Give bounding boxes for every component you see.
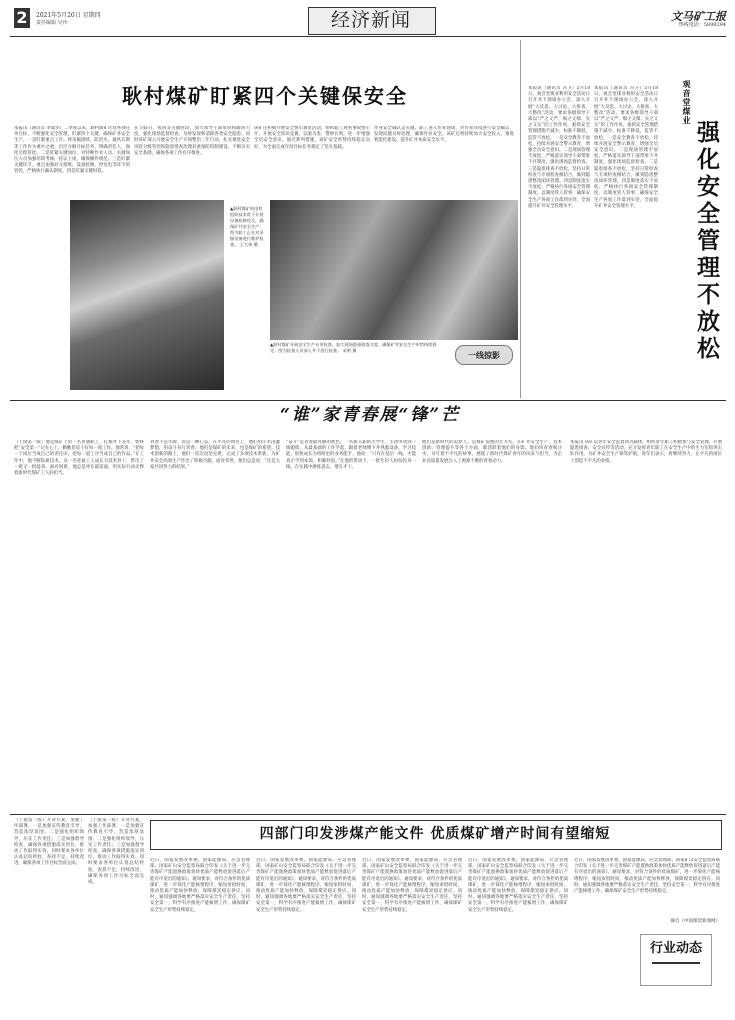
industry-tag-rule [652, 962, 700, 964]
editor-line: 责任编辑 吴珍 [36, 20, 68, 26]
photo-inspection [270, 200, 518, 340]
sidebar2-body-b: （上接第一版）开对方案，加强工作部署，一是加强宣传教育引导，营造浓厚氛围；二是强化组织领导，压实工作责任；三是加强督导检查，确保各项措施落实到位，推动工作取得实效。同时要求各单位认真总结经验，查找不足，持续改进，确保各项工作目标全面完成。 [88, 818, 144, 886]
hotline: 热线电话：5898294 [678, 22, 726, 28]
sidebar-tag: 观音堂煤业 [682, 80, 692, 125]
feature-col-3: “奋斗”是青春最亮丽的底色。一名新入职的大学生，主动申请到一线锻炼，从最基础的工作学起，跟着老师傅下井熟悉设备、学习技能，很快成长为班组里的业务能手。他说：“只有在基层一线，才能真正学到本领，积累经验。”在他的带动下，一批年轻人纷纷投身一线，在实践中磨炼意志、增长才干。 [286, 440, 416, 470]
policy-headline: 四部门印发涉煤产能文件 优质煤矿增产时间有望缩短 [259, 826, 611, 842]
photo-miners-repair [70, 200, 224, 390]
page-number: 2 [14, 8, 30, 28]
policy-col-1: 近日，国家发展改革委、国家能源局、应急管理部、国家矿山安全监察局联合印发《关于进一步完善煤矿产能置换政策加快优质产能释放促进落后产能有序退出的通知》。通知要求，对符合条件的优质煤矿，进一步简化产能核增程序，缩短审批时间，推动优质产能加快释放，保障煤炭稳定供应。同时，通知强调各地要严格落实安全生产责任，坚持安全第一，科学有序推进产能核增工作，确保煤矿安全生产形势持续稳定。 [150, 858, 250, 913]
policy-col-5: 近日，国家发展改革委、国家能源局、应急管理部、国家矿山安全监察局联合印发《关于进一步完善煤矿产能置换政策加快优质产能释放促进落后产能有序退出的通知》。通知要求，对符合条件的优质煤矿，进一步简化产能核增程序，缩短审批时间，推动优质产能加快释放，保障煤炭稳定供应。同时，通知强调各地要严格落实安全生产责任，坚持安全第一，科学有序推进产能核增工作，确保煤矿安全生产形势持续稳定。 [574, 858, 720, 895]
section-title: 经济新闻 [330, 9, 411, 31]
paper-name: 文马矿工报 [671, 10, 726, 23]
main-article-col-1: 本报讯（通讯员 李瑞华）二季度以来，耿村煤矿针对各项任务目标，不断强化安全管理，盯紧四个关键，确保矿井安全生产。一是盯紧重点工作。将采掘接续、防治水、通风瓦斯等工作作为重中之重，层层分解目标任务，明确责任人，强化过程管控。二是盯紧关键岗位。对特种作业人员、关键岗位人员加强培训考核，持证上岗，确保操作规范。三是盯紧关键环节。重点加强对交接班、设备检修、停送电等环节的管控，严格执行确认制度。四是盯紧关键时段。 [14, 126, 130, 175]
feature-col-4: 他们是新时代的追梦人，是煤矿发展的生力军。在矿井安全生产、技术创新、管理提升等各个方面，都活跃着他们的身影。他们用青春和汗水，书写着不平凡的故事，展现了新时代煤矿青年的风采与担当，为企业高质量发展注入了源源不断的青春动力。 [422, 440, 562, 464]
header-rule [10, 36, 726, 37]
sidebar-headline: 强化安全管理不放松 [693, 120, 720, 363]
feature-col-2: 青春不是年龄，而是一种心态。在平凡的岗位上，他们用汗水浇灌梦想，用奋斗书写青春。他们是煤矿的未来，也是煤矿的希望。技术创新的路上，他们一次次攻坚克难，完成了多项技术革新，为矿井安全高效生产作出了积极贡献。面对荣誉，他们总是说：“这是大家共同努力的结果。” [150, 440, 280, 470]
stamp-label: 一线掠影 [455, 345, 513, 365]
feature-col-5: 本报讯 该矿以青年安全监督岗为载体，组织青年职工积极参与安全管理，开展隐患排查、安全宣传等活动，充分发挥青年职工在安全生产中的生力军和突击队作用，为矿井安全生产保驾护航。青年们表示，将继续努力，在平凡的岗位上创造不平凡的业绩。 [570, 440, 722, 464]
policy-source: 摘自《中国煤炭新闻网》 [670, 919, 720, 924]
sidebar-divider [520, 40, 521, 398]
photo2-caption: ▲耿村煤矿开展安全生产专项检查，加大现场隐患排查力度，确保矿井安全生产形势持续稳定。图为检查人员深入井下进行检查。 宋明 摄 [270, 342, 437, 353]
main-article-col-3: 该矿还积极开展安全警示教育活动，组织职工观看事故警示片，开展安全知识竞赛，以案为鉴，警钟长鸣，进一步增强全员安全意识。通过系列措施，该矿安全形势持续稳定向好，为全面完成年度目标任务奠定了坚实基础。 [254, 126, 370, 150]
sidebar-body: 本报讯（通讯员 冯卫）5月18日，观音堂煤业利用安全活动日召开井下现场办公会，深入开展“大反思、大讨论、大排查、大整改”活动，要求各级领导干部以“严之又严、细之又细、实之又实”的工作作风，狠抓安全管理措施不减少，标准不降低，监管不放松。一是安全教育不放松，持续开展安全警示教育，增强全员安全意识。二是现场管理不放松，严格落实领导干部带班下井制度，强化现场监督检查。三是隐患排查不放松，坚持日常检查与专项检查相结合，做到隐患整改闭环管理。四是制度落实不放松，严格执行各项安全管理制度，以制度管人管事，确保安全生产各项工作落到实处，全面提升矿井安全管理水平。 [528, 86, 590, 209]
section-rule-1 [10, 400, 726, 401]
industry-tag: 行业动态 [649, 941, 702, 956]
section-rule-2 [10, 814, 726, 815]
policy-col-4: 近日，国家发展改革委、国家能源局、应急管理部、国家矿山安全监察局联合印发《关于进一步完善煤矿产能置换政策加快优质产能释放促进落后产能有序退出的通知》。通知要求，对符合条件的优质煤矿，进一步简化产能核增程序，缩短审批时间，推动优质产能加快释放，保障煤炭稳定供应。同时，通知强调各地要严格落实安全生产责任，坚持安全第一，科学有序推进产能核增工作，确保煤矿安全生产形势持续稳定。 [468, 858, 568, 913]
policy-col-3: 近日，国家发展改革委、国家能源局、应急管理部、国家矿山安全监察局联合印发《关于进一步完善煤矿产能置换政策加快优质产能释放促进落后产能有序退出的通知》。通知要求，对符合条件的优质煤矿，进一步简化产能核增程序，缩短审批时间，推动优质产能加快释放，保障煤炭稳定供应。同时，通知强调各地要严格落实安全生产责任，坚持安全第一，科学有序推进产能核增工作，确保煤矿安全生产形势持续稳定。 [362, 858, 462, 913]
sidebar2-body: （上接第一版）开对方案，加强工作部署，一是加强宣传教育引导，营造浓厚氛围；二是强化组织领导，压实工作责任；三是加强督导检查，确保各项措施落实到位，推动工作取得实效。同时要求各单位认真总结经验，查找不足，持续改进，确保各项工作目标全面完成。 [14, 818, 84, 867]
feature-col-1: （上接第一版）他是煤矿上的一名普通职工，扎根井下多年，始终把“安全第一”记在心上，勤勤恳恳干好每一项工作。他常说：“把每一个岗位当成自己的责任田，把每一道工序当成自己的作品。”在工作中，他不断钻研技术，从一名普通工人成长为技术骨干，带出了一批又一批徒弟。面对困难，他总是冲在最前面，用实际行动诠释着新时代煤矿工人的担当。 [14, 440, 144, 477]
main-headline: 耿村煤矿盯紧四个关键保安全 [122, 84, 408, 108]
main-article-col-2: 在节假日、夜班等关键时段，加大领导干部带班和跟班力度，强化现场监督检查，及时发现和消除各类安全隐患。同时该矿深入开展安全生产专项整治三年行动，扎实推进安全风险分级管控和隐患排查治理双重预防机制建设，不断夯实安全基础，确保各项工作有序推进。 [134, 126, 250, 156]
photo1-caption: ▲耿村煤矿机电科组织技术骨干开展设备检修攻关，确保矿井安全生产。图为职工正在对采掘设备进行维护检查。 王大伟 摄 [230, 206, 264, 247]
main-article-col-4: 作业安全确认是关键。职工进入作业现场，对作业环境进行安全确认，发现问题及时处理，确保作业安全。该矿还将持续加大安全投入，推进智能化建设，提升矿井本质安全水平。 [374, 126, 514, 144]
sidebar-body-2: 本报讯（通讯员 冯卫）5月18日，观音堂煤业利用安全活动日召开井下现场办公会，深入开展“大反思、大讨论、大排查、大整改”活动，要求各级领导干部以“严之又严、细之又细、实之又实”的工作作风，狠抓安全管理措施不减少，标准不降低，监管不放松。一是安全教育不放松，持续开展安全警示教育，增强全员安全意识。二是现场管理不放松，严格落实领导干部带班下井制度，强化现场监督检查。三是隐患排查不放松，坚持日常检查与专项检查相结合，做到隐患整改闭环管理。四是制度落实不放松，严格执行各项安全管理制度，以制度管人管事，确保安全生产各项工作落到实处，全面提升矿井安全管理水平。 [594, 86, 658, 209]
feature-headline: “谁”家青春展“锋”芒 [279, 405, 461, 425]
policy-col-2: 近日，国家发展改革委、国家能源局、应急管理部、国家矿山安全监察局联合印发《关于进一步完善煤矿产能置换政策加快优质产能释放促进落后产能有序退出的通知》。通知要求，对符合条件的优质煤矿，进一步简化产能核增程序，缩短审批时间，推动优质产能加快释放，保障煤炭稳定供应。同时，通知强调各地要严格落实安全生产责任，坚持安全第一，科学有序推进产能核增工作，确保煤矿安全生产形势持续稳定。 [256, 858, 356, 913]
issue-date: 2021年5月20日 星期四 [36, 12, 101, 19]
